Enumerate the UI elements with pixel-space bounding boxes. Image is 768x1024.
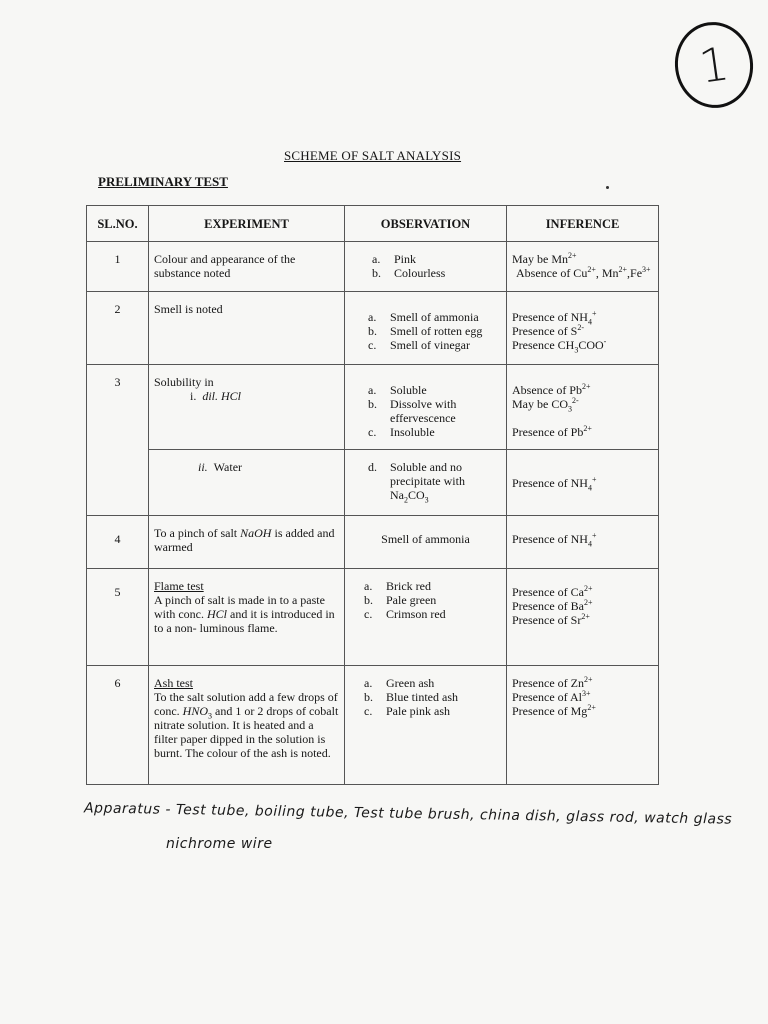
page-number: 1 bbox=[695, 36, 733, 94]
list-item: a. Pink bbox=[372, 252, 417, 266]
table-row bbox=[87, 516, 659, 568]
inference-cell: Presence of $Ca^{2+}$ Presence of $Ba^{2+}$ Presence of $Sr^{2+}$ bbox=[507, 568, 659, 665]
list-item: a. Smell of ammonia bbox=[368, 310, 479, 325]
experiment-cell: Ash test To the salt solution add a few drops of conc. $HNO_3$ and 1 or 2 drops of cobalt nitrate solution. It is heated and a filter paper dipped in the solution is burnt. The colour of the ash is noted. bbox=[149, 665, 345, 784]
handwritten-apparatus-line: Apparatus - Test tube, boiling tube, Test tube brush, china dish, glass rod, watch glass bbox=[83, 800, 733, 828]
inference-cell: May be $Mn^{2+}$ Absence of $Cu^{2+}$, $Mn^{2+},Fe^{3+}$ bbox=[507, 242, 659, 292]
handwritten-apparatus-line-2: nichrome wire bbox=[166, 836, 273, 852]
list-item: b. Smell of rotten egg bbox=[368, 324, 483, 339]
row-number: 6 bbox=[87, 665, 149, 784]
header-slno: SL.NO. bbox=[87, 206, 149, 242]
experiment-cell: ii. Water bbox=[149, 449, 345, 516]
list-item: c. Pale pink ash bbox=[364, 703, 450, 718]
observation-cell bbox=[345, 242, 507, 292]
list-item: b. Blue tinted ash bbox=[364, 689, 458, 704]
row-number: 1 bbox=[87, 242, 149, 292]
row-number: 2 bbox=[87, 292, 149, 365]
table-row bbox=[87, 242, 659, 292]
header-experiment: EXPERIMENT bbox=[149, 206, 345, 242]
table-header-row bbox=[87, 206, 659, 242]
experiment-cell: Smell is noted bbox=[149, 292, 345, 365]
experiment-cell: Colour and appearance of the substance noted bbox=[149, 242, 345, 292]
row-number: 3 bbox=[87, 365, 149, 516]
observation-cell bbox=[345, 665, 507, 784]
observation-cell bbox=[345, 568, 507, 665]
header-observation: OBSERVATION bbox=[345, 206, 507, 242]
page-number-circle bbox=[669, 17, 758, 113]
salt-analysis-table bbox=[86, 205, 659, 785]
stray-dot bbox=[606, 186, 609, 189]
list-item: c. Smell of vinegar bbox=[368, 338, 470, 353]
header-inference: INFERENCE bbox=[507, 206, 659, 242]
observation-cell bbox=[345, 365, 507, 450]
table-row bbox=[87, 449, 659, 516]
inference-cell: Presence of $NH_4^+$ bbox=[507, 449, 659, 516]
table-row bbox=[87, 292, 659, 365]
list-item: a. Brick red bbox=[364, 578, 431, 593]
page-title: SCHEME OF SALT ANALYSIS bbox=[284, 148, 462, 163]
inference-cell: Presence of $NH_4^+$ bbox=[507, 516, 659, 568]
observation-cell: Smell of ammonia bbox=[345, 516, 507, 568]
table-row bbox=[87, 568, 659, 665]
list-item: b. Dissolve with effervescence bbox=[368, 397, 457, 426]
list-item: a. Soluble bbox=[368, 383, 427, 398]
experiment-cell: Flame test A pinch of salt is made in to a paste with conc. HCl and it is introduced in to a non- luminous flame. bbox=[149, 568, 345, 665]
list-item: b. Colourless bbox=[372, 266, 446, 280]
row-number: 4 bbox=[87, 516, 149, 568]
experiment-cell: Solubility in i. dil. HCl bbox=[149, 365, 345, 450]
experiment-cell: To a pinch of salt NaOH is added and warmed bbox=[149, 516, 345, 568]
observation-cell bbox=[345, 292, 507, 365]
list-item: c. Insoluble bbox=[368, 425, 435, 440]
inference-cell: Presence of $NH_4^+$ Presence of $S^{2-}$ Presence $CH_3COO^-$ bbox=[507, 292, 659, 365]
list-item: a. Green ash bbox=[364, 675, 435, 690]
table-row bbox=[87, 665, 659, 784]
row-number: 5 bbox=[87, 568, 149, 665]
list-item: c. Crimson red bbox=[364, 606, 446, 621]
observation-cell: d. Soluble and no precipitate with $Na_2CO_3$ bbox=[345, 449, 507, 516]
list-item: b. Pale green bbox=[364, 592, 437, 607]
table-row bbox=[87, 365, 659, 450]
inference-cell: Presence of $Zn^{2+}$ Presence of $Al^{3+}$ Presence of $Mg^{2+}$ bbox=[507, 665, 659, 784]
inference-cell: Absence of $Pb^{2+}$ May be $CO_3^{2-}$ Presence of $Pb^{2+}$ bbox=[507, 365, 659, 450]
section-subtitle: PRELIMINARY TEST bbox=[98, 174, 228, 189]
